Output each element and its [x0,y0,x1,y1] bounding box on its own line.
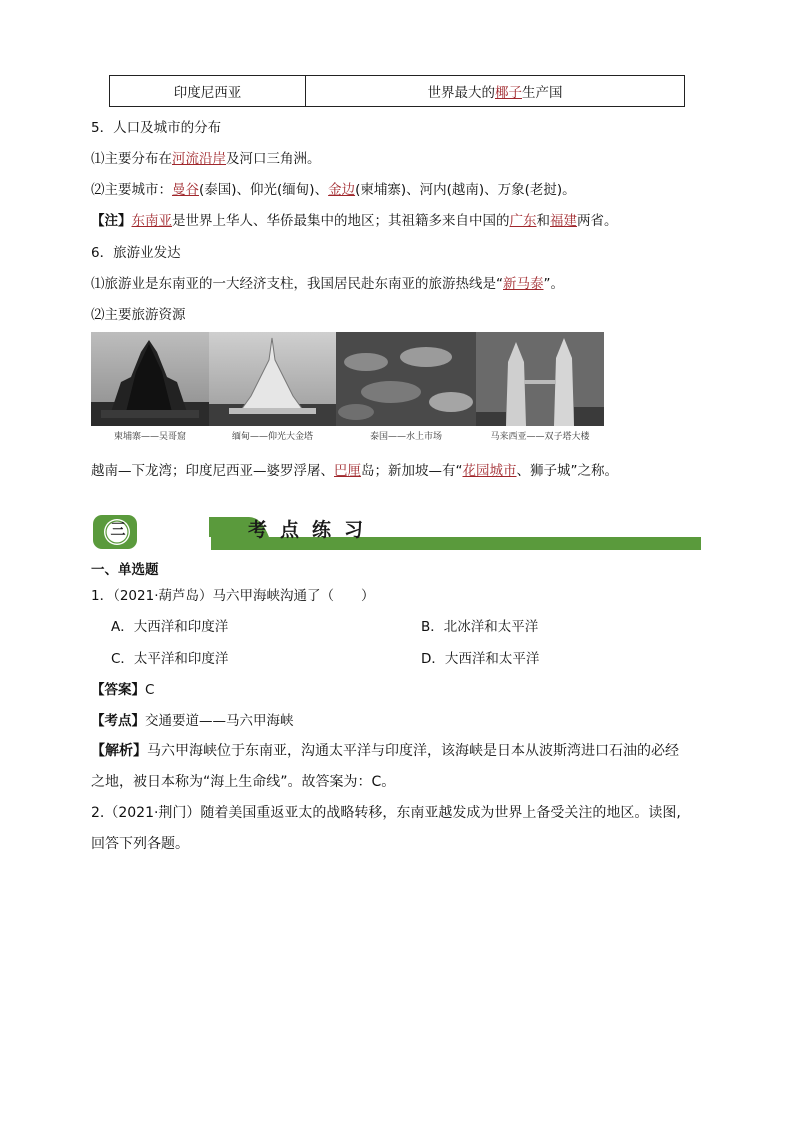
angkor-wat-image [91,332,209,426]
q2-stem-line2: 回答下列各题。 [91,836,189,852]
section5-line2: ⑵主要城市：曼谷(泰国)、仰光(缅甸)、金边(柬埔寨)、河内(越南)、万象(老挝)。 [91,182,576,198]
section6-title: 6．旅游业发达 [91,245,181,261]
caption-petronas: 马来西亚——双子塔大楼 [490,432,590,442]
q1-option-b: B．北冰洋和太平洋 [421,619,539,635]
table-cell-country: 印度尼西亚 [110,76,306,106]
tourism-captions [91,429,604,443]
caption-angkor: 柬埔寨——吴哥窟 [113,432,186,442]
q1-option-c: C．太平洋和印度洋 [111,651,229,667]
section5-note: 【注】东南亚是世界上华人、华侨最集中的地区；其祖籍多来自中国的广东和福建两省。 [91,213,618,229]
tourism-photo-strip [91,332,604,426]
section-banner [91,513,701,551]
petronas-towers-image [476,332,604,426]
q1-option-a: A．大西洋和印度洋 [111,619,229,635]
section6-line1: ⑴旅游业是东南亚的一大经济支柱，我国居民赴东南亚的旅游热线是“新马泰”。 [91,276,564,292]
banner-title: 考点练习 [248,519,377,541]
info-table-row [109,75,685,107]
section6-line3: 越南—下龙湾；印度尼西亚—婆罗浮屠、巴厘岛；新加坡—有“花园城市、狮子城”之称。 [91,463,618,479]
section5-title: 5．人口及城市的分布 [91,120,222,136]
q1-knowledge-point: 【考点】交通要道——马六甲海峡 [91,713,294,729]
q1-stem: 1．（2021·葫芦岛）马六甲海峡沟通了（ ） [91,588,375,604]
caption-floating-market: 泰国——水上市场 [369,432,442,442]
q1-explanation-line2: 之地，被日本称为“海上生命线”。故答案为：C。 [91,774,396,790]
caption-shwedagon: 缅甸——仰光大金塔 [231,432,313,442]
table-cell-desc: 世界最大的 椰子 生产国 [427,85,563,101]
section6-line2: ⑵主要旅游资源 [91,307,186,323]
q2-stem-line1: 2.（2021·荆门）随着美国重返亚太的战略转移，东南亚越发成为世界上备受关注的地区。读图, [91,805,681,821]
q1-explanation-line1: 【解析】马六甲海峡位于东南亚，沟通太平洋与印度洋，该海峡是日本从波斯湾进口石油的必经 [91,743,679,759]
section-heading: 一、单选题 [91,562,159,578]
floating-market-image [336,332,476,426]
q1-option-d: D．大西洋和太平洋 [421,651,540,667]
section5-line1: ⑴主要分布在河流沿岸及河口三角洲。 [91,151,321,167]
q1-answer: 【答案】C [91,682,155,698]
shwedagon-pagoda-image [209,332,336,426]
section-number: 三 [110,520,126,538]
